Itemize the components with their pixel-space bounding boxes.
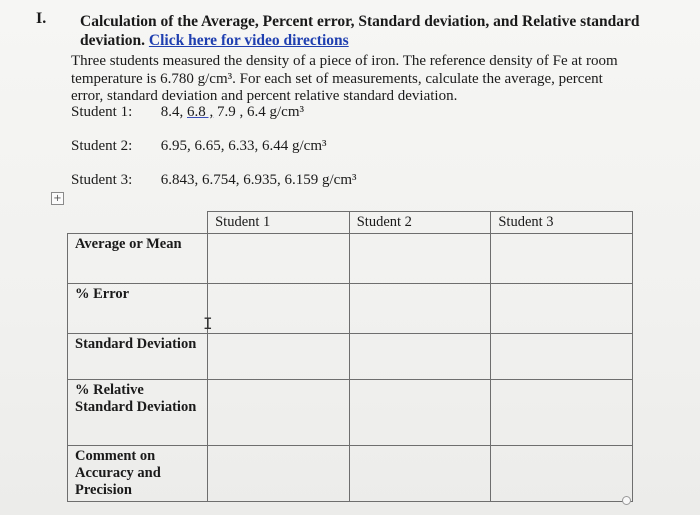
video-directions-link[interactable]: Click here for video directions (148, 32, 349, 49)
table-row (68, 334, 633, 380)
cell-error-student-3[interactable] (491, 284, 633, 334)
intro-paragraph: Three students measured the density of a piece of iron. The reference density of Fe at room temperature is 6.780 g/cm³. For each set of measurements, calculate the average, percent error, standard deviation and percent relative standard deviation. (71, 53, 618, 104)
header-student-2[interactable]: Student 2 (349, 212, 491, 234)
cell-rsd-student-3[interactable] (491, 380, 633, 446)
table-resize-handle[interactable] (622, 496, 631, 505)
cell-rsd-student-1[interactable] (208, 380, 350, 446)
student-3-label: Student 3: (71, 172, 133, 188)
table-header-row (68, 212, 633, 234)
cell-error-student-1[interactable] (208, 284, 350, 334)
table-row (68, 234, 633, 284)
header-student-1[interactable]: Student 1 (208, 212, 350, 234)
student-2-values: 6.95, 6.65, 6.33, 6.44 g/cm³ (160, 138, 327, 154)
row-label-average[interactable]: Average or Mean (68, 234, 208, 284)
cell-average-student-3[interactable] (491, 234, 633, 284)
i-beam-cursor-icon: I (203, 314, 213, 333)
cell-comment-student-3[interactable] (491, 446, 633, 502)
table-row (68, 284, 633, 334)
table-row (68, 446, 633, 502)
cell-rsd-student-2[interactable] (349, 380, 491, 446)
student-2-line (71, 138, 327, 155)
cell-stddev-student-2[interactable] (349, 334, 491, 380)
heading-text: Calculation of the Average, Percent error, Standard deviation, and Relative standard deviation. (80, 13, 640, 49)
cell-stddev-student-3[interactable] (491, 334, 633, 380)
plus-move-icon[interactable]: + (51, 192, 64, 205)
row-label-comment[interactable]: Comment on Accuracy and Precision (68, 446, 208, 502)
cell-stddev-student-1[interactable] (208, 334, 350, 380)
cell-average-student-1[interactable] (208, 234, 350, 284)
results-table (67, 211, 633, 502)
row-label-std-dev[interactable]: Standard Deviation (68, 334, 208, 380)
student-3-values: 6.843, 6.754, 6.935, 6.159 g/cm³ (160, 172, 357, 188)
row-label-percent-error[interactable]: % Error (68, 284, 208, 334)
section-number: I. (36, 10, 47, 27)
cell-comment-student-1[interactable] (208, 446, 350, 502)
cell-comment-student-2[interactable] (349, 446, 491, 502)
header-student-3[interactable]: Student 3 (491, 212, 633, 234)
student-1-label: Student 1: (71, 104, 133, 120)
table-row (68, 380, 633, 446)
student-2-label: Student 2: (71, 138, 133, 154)
row-label-rsd[interactable]: % Relative Standard Deviation (68, 380, 208, 446)
cell-average-student-2[interactable] (349, 234, 491, 284)
table-corner-cell[interactable] (68, 212, 208, 234)
student-1-values: 8.4, 6.8 , 7.9 , 6.4 g/cm³ (160, 104, 304, 120)
section-heading (80, 12, 640, 50)
student-3-line (71, 172, 357, 189)
cell-error-student-2[interactable] (349, 284, 491, 334)
student-1-line (71, 104, 304, 121)
